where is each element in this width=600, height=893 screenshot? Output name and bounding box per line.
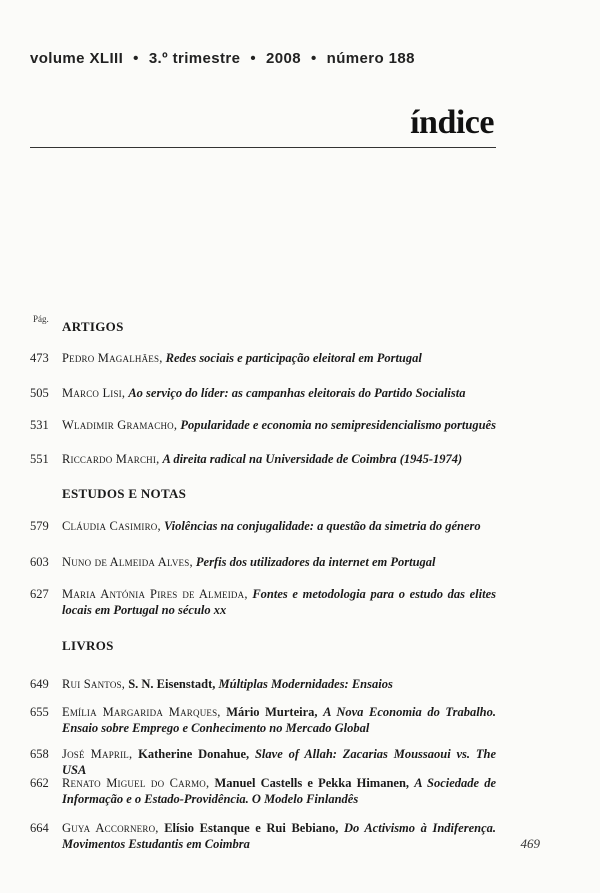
entry-page-number: 473: [30, 351, 49, 365]
entry-title: Ao serviço do líder: as campanhas eleitorais do Partido Socialista: [128, 386, 466, 400]
entry-author: Renato Miguel do Carmo,: [62, 776, 210, 790]
reviewed-author: Mário Murteira,: [226, 705, 318, 719]
entry-title: Redes sociais e participação eleitoral em Portugal: [165, 351, 422, 365]
entry-author: Guya Accornero,: [62, 821, 159, 835]
page-title: índice: [410, 104, 494, 141]
entry-author: Rui Santos,: [62, 677, 126, 691]
entry-title: A Sociedade de Informação e o Estado-Providência. O Modelo Finlandês: [62, 776, 497, 806]
entry-title: Violências na conjugalidade: a questão da simetria do género: [163, 519, 481, 533]
toc-entry[interactable]: [30, 586, 496, 618]
entry-title: Do Activismo à Indiferença. Movimentos Estudantis em Coimbra: [62, 821, 497, 851]
reviewed-author: Elísio Estanque e Rui Bebiano,: [164, 821, 339, 835]
entry-author: Riccardo Marchi,: [62, 452, 160, 466]
quarter-label: 3.º trimestre: [148, 50, 241, 67]
entry-author: Nuno de Almeida Alves,: [62, 555, 193, 569]
toc-entry[interactable]: [30, 451, 496, 467]
separator-dot: •: [311, 50, 317, 67]
toc-entry[interactable]: [30, 704, 496, 736]
toc-entry[interactable]: [30, 554, 496, 570]
page-column-label: Pág.: [33, 314, 49, 324]
journal-header: [30, 50, 415, 67]
reviewed-author: Manuel Castells e Pekka Himanen,: [214, 776, 410, 790]
entry-page-number: 531: [30, 418, 49, 432]
entry-page-number: 551: [30, 452, 49, 466]
reviewed-author: S. N. Eisenstadt,: [128, 677, 216, 691]
entry-page-number: 579: [30, 519, 49, 533]
entry-page-number: 627: [30, 587, 49, 601]
entry-title: Múltiplas Modernidades: Ensaios: [218, 677, 393, 691]
reviewed-author: Katherine Donahue,: [138, 747, 250, 761]
section-heading-estudos-e-notas: ESTUDOS E NOTAS: [62, 486, 187, 501]
entry-author: Wladimir Gramacho,: [62, 418, 178, 432]
entry-title: Fontes e metodologia para o estudo das elites locais em Portugal no século xx: [62, 587, 497, 617]
entry-page-number: 603: [30, 555, 49, 569]
entry-page-number: 655: [30, 705, 49, 719]
toc-entry[interactable]: [30, 518, 496, 534]
entry-page-number: 505: [30, 386, 49, 400]
year-label: 2008: [266, 50, 302, 67]
entry-title: A Nova Economia do Trabalho. Ensaio sobre Emprego e Conhecimento no Mercado Global: [62, 705, 497, 735]
separator-dot: •: [250, 50, 257, 67]
issue-number: número 188: [326, 50, 415, 67]
entry-page-number: 662: [30, 776, 49, 790]
entry-author: Cláudia Casimiro,: [62, 519, 161, 533]
section-heading-livros: LIVROS: [62, 638, 114, 653]
entry-title: Slave of Allah: Zacarias Moussaoui vs. The USA: [62, 747, 496, 777]
toc-entry[interactable]: [30, 746, 496, 778]
entry-author: Pedro Magalhães,: [62, 351, 163, 365]
entry-title: Perfis dos utilizadores da internet em Portugal: [195, 555, 436, 569]
volume-label: volume XLIII: [30, 50, 124, 67]
separator-dot: •: [133, 50, 139, 67]
entry-author: Emília Margarida Marques,: [62, 705, 221, 719]
toc-entry[interactable]: [30, 385, 496, 401]
toc-entry[interactable]: [30, 676, 496, 692]
entry-page-number: 664: [30, 821, 49, 835]
page-number: 469: [520, 836, 540, 851]
entry-author: José Mapril,: [62, 747, 133, 761]
entry-author: Maria Antónia Pires de Almeida,: [62, 587, 248, 601]
entry-page-number: 658: [30, 747, 49, 761]
title-rule: [30, 147, 496, 148]
entry-author: Marco Lisi,: [62, 386, 126, 400]
entry-title: A direita radical na Universidade de Coimbra (1945-1974): [162, 452, 463, 466]
toc-entry[interactable]: [30, 775, 496, 807]
entry-title: Popularidade e economia no semipresidencialismo português: [180, 418, 496, 432]
toc-entry[interactable]: [30, 417, 496, 433]
entry-page-number: 649: [30, 677, 49, 691]
toc-entry[interactable]: [30, 350, 496, 366]
section-heading-artigos: ARTIGOS: [62, 319, 124, 334]
toc-entry[interactable]: [30, 820, 496, 852]
